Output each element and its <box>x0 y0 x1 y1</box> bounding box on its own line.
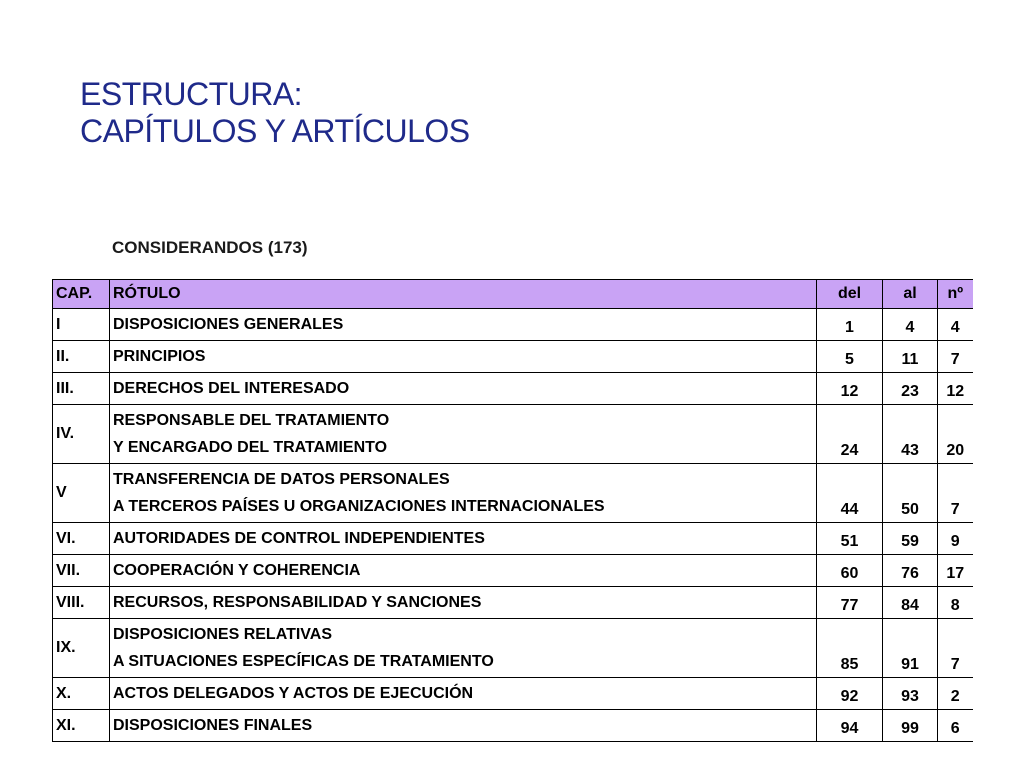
cell-del: 44 <box>817 464 883 523</box>
cell-n: 7 <box>938 464 973 523</box>
cell-cap: I <box>53 309 110 341</box>
rotulo-line: Y ENCARGADO DEL TRATAMIENTO <box>113 439 388 456</box>
rotulo-line: PRINCIPIOS <box>113 347 206 365</box>
cell-cap: IV. <box>53 405 110 464</box>
cell-n: 12 <box>938 373 973 405</box>
cell-al: 76 <box>883 555 938 587</box>
table-row <box>53 587 973 619</box>
cell-cap: II. <box>53 341 110 373</box>
cell-al: 84 <box>883 587 938 619</box>
table-row <box>53 555 973 587</box>
rotulo-line: DISPOSICIONES GENERALES <box>113 315 344 333</box>
cell-rotulo <box>110 405 817 464</box>
cell-del: 1 <box>817 309 883 341</box>
cell-al: 11 <box>883 341 938 373</box>
cell-del: 51 <box>817 523 883 555</box>
cell-cap: III. <box>53 373 110 405</box>
cell-n: 9 <box>938 523 973 555</box>
considerandos-label: CONSIDERANDOS (173) <box>112 238 308 257</box>
rotulo-line: TRANSFERENCIA DE DATOS PERSONALES <box>113 471 450 488</box>
cell-del: 24 <box>817 405 883 464</box>
cell-cap: X. <box>53 678 110 710</box>
cell-cap: VIII. <box>53 587 110 619</box>
cell-rotulo <box>110 555 817 587</box>
table-row <box>53 523 973 555</box>
cell-al: 99 <box>883 710 938 742</box>
cell-rotulo <box>110 373 817 405</box>
cell-rotulo <box>110 678 817 710</box>
cell-rotulo <box>110 710 817 742</box>
cell-cap: VII. <box>53 555 110 587</box>
cell-n: 2 <box>938 678 973 710</box>
table-row <box>53 405 973 464</box>
rotulo-line: COOPERACIÓN Y COHERENCIA <box>113 561 361 579</box>
header-n: nº <box>938 280 973 309</box>
cell-al: 50 <box>883 464 938 523</box>
cell-rotulo <box>110 619 817 678</box>
rotulo-line: RECURSOS, RESPONSABILIDAD Y SANCIONES <box>113 593 482 611</box>
cell-del: 92 <box>817 678 883 710</box>
table-row <box>53 619 973 678</box>
cell-del: 77 <box>817 587 883 619</box>
slide-title-line-2: CAPÍTULOS Y ARTÍCULOS <box>80 113 470 149</box>
cell-rotulo <box>110 464 817 523</box>
rotulo-line: DISPOSICIONES RELATIVAS <box>113 626 332 643</box>
cell-n: 17 <box>938 555 973 587</box>
table-row <box>53 341 973 373</box>
cell-al: 93 <box>883 678 938 710</box>
header-al: al <box>883 280 938 309</box>
cell-rotulo <box>110 587 817 619</box>
table-row <box>53 678 973 710</box>
cell-al: 59 <box>883 523 938 555</box>
rotulo-line: A TERCEROS PAÍSES U ORGANIZACIONES INTERNACIONALES <box>113 498 605 515</box>
cell-del: 94 <box>817 710 883 742</box>
chapters-table <box>52 279 973 742</box>
rotulo-line: DISPOSICIONES FINALES <box>113 716 313 734</box>
cell-al: 4 <box>883 309 938 341</box>
cell-al: 91 <box>883 619 938 678</box>
slide-title <box>80 76 470 150</box>
rotulo-line: DERECHOS DEL INTERESADO <box>113 379 350 397</box>
cell-del: 5 <box>817 341 883 373</box>
cell-n: 20 <box>938 405 973 464</box>
header-rotulo: RÓTULO <box>110 280 817 309</box>
cell-rotulo <box>110 309 817 341</box>
header-del: del <box>817 280 883 309</box>
table-row <box>53 373 973 405</box>
cell-al: 23 <box>883 373 938 405</box>
cell-cap: IX. <box>53 619 110 678</box>
cell-del: 85 <box>817 619 883 678</box>
cell-n: 4 <box>938 309 973 341</box>
cell-cap: XI. <box>53 710 110 742</box>
cell-n: 7 <box>938 619 973 678</box>
cell-n: 8 <box>938 587 973 619</box>
table-row <box>53 309 973 341</box>
cell-rotulo <box>110 341 817 373</box>
table-row <box>53 710 973 742</box>
cell-al: 43 <box>883 405 938 464</box>
cell-n: 7 <box>938 341 973 373</box>
cell-del: 60 <box>817 555 883 587</box>
table-header-row <box>53 280 973 309</box>
cell-cap: VI. <box>53 523 110 555</box>
table-row <box>53 464 973 523</box>
rotulo-line: ACTOS DELEGADOS Y ACTOS DE EJECUCIÓN <box>113 684 474 702</box>
slide-title-line-1: ESTRUCTURA: <box>80 76 303 112</box>
cell-rotulo <box>110 523 817 555</box>
cell-n: 6 <box>938 710 973 742</box>
cell-del: 12 <box>817 373 883 405</box>
cell-cap: V <box>53 464 110 523</box>
rotulo-line: A SITUACIONES ESPECÍFICAS DE TRATAMIENTO <box>113 653 494 670</box>
header-cap: CAP. <box>53 280 110 309</box>
rotulo-line: RESPONSABLE DEL TRATAMIENTO <box>113 412 390 429</box>
rotulo-line: AUTORIDADES DE CONTROL INDEPENDIENTES <box>113 529 485 547</box>
